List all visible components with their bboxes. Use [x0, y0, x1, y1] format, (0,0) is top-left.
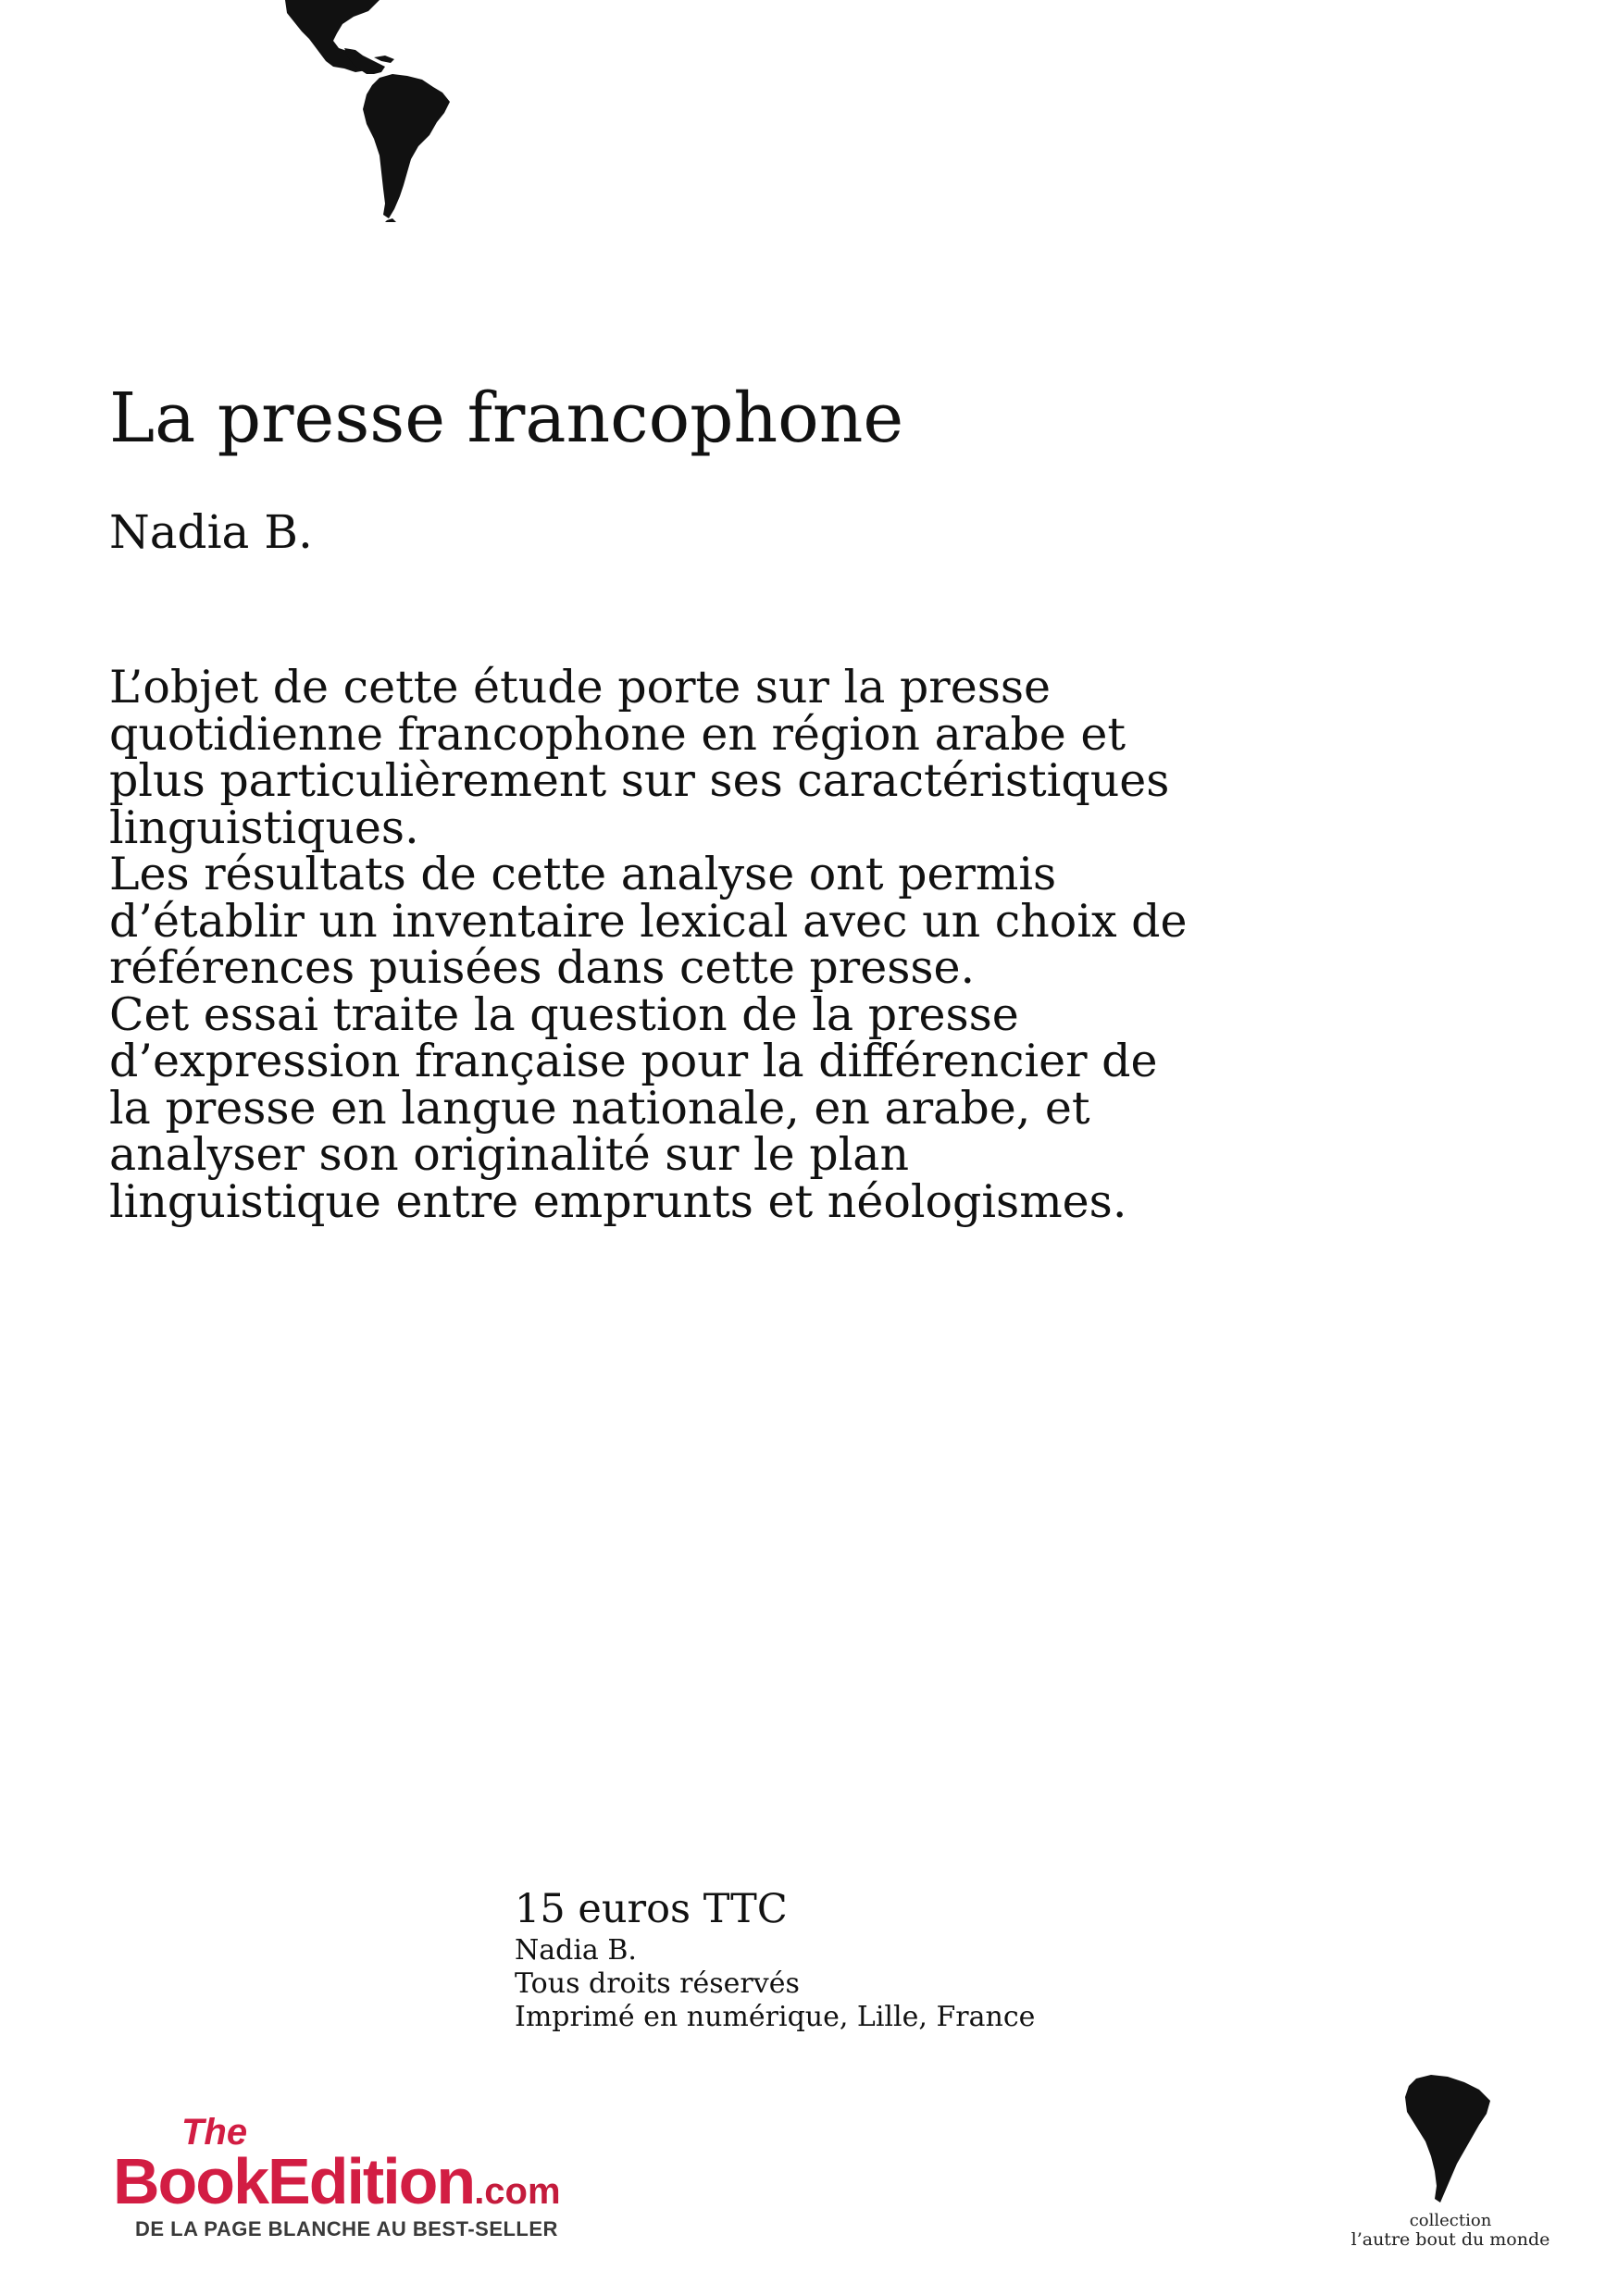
colophon-printing: Imprimé en numérique, Lille, France — [515, 2001, 1036, 2033]
blurb-line: quotidienne francophone en région arabe et — [109, 707, 1126, 761]
blurb-line: Les résultats de cette analyse ont permis — [109, 848, 1057, 900]
blurb-line: d’expression française pour la différencier de — [109, 1035, 1158, 1087]
colophon-rights: Tous droits réservés — [515, 1967, 800, 2000]
book-author: Nadia B. — [109, 505, 313, 559]
blurb-line: linguistique entre emprunts et néologismes. — [109, 1174, 1127, 1228]
publisher-logo-the: The — [181, 2112, 248, 2153]
blurb-line: plus particulièrement sur ses caractéristiques — [109, 754, 1170, 807]
collection-name: l’autre bout du monde — [1350, 2229, 1550, 2250]
blurb-line: Cet essai traite la question de la presse — [109, 987, 1019, 1041]
publisher-name: BookEdition — [113, 2145, 475, 2217]
colophon — [515, 1884, 1035, 2034]
blurb — [109, 661, 1303, 1228]
collection-caption — [1344, 2212, 1557, 2249]
publisher-tagline: DE LA PAGE BLANCHE AU BEST-SELLER — [135, 2217, 558, 2240]
south-america-map-icon — [1400, 2073, 1501, 2207]
price: 15 euros TTC — [515, 1886, 788, 1932]
americas-map-icon — [278, 0, 518, 222]
colophon-author: Nadia B. — [515, 1934, 637, 1967]
blurb-line: la presse en langue nationale, en arabe, et — [109, 1081, 1090, 1135]
collection-label: collection — [1409, 2211, 1492, 2230]
publisher-logo-name — [113, 2145, 561, 2224]
blurb-line: d’établir un inventaire lexical avec un choix de — [109, 894, 1188, 948]
blurb-line: analyser son originalité sur le plan — [109, 1128, 910, 1181]
book-title: La presse francophone — [109, 379, 904, 458]
blurb-line: linguistiques. — [109, 800, 419, 854]
blurb-line: références puisées dans cette presse. — [109, 941, 976, 994]
publisher-suffix: .com — [474, 2171, 561, 2212]
collection-mark — [1344, 2073, 1557, 2249]
publisher-logo — [113, 2114, 668, 2243]
blurb-line: L’objet de cette étude porte sur la presse — [109, 661, 1052, 714]
